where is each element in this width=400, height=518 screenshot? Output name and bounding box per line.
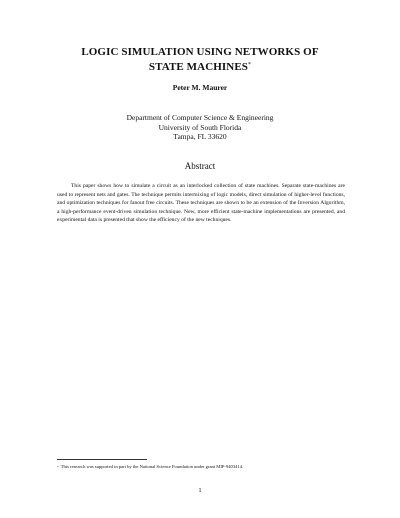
affiliation-location: Tampa, FL 33620: [173, 132, 227, 141]
page-number: 1: [198, 487, 202, 494]
affiliation-department: Department of Computer Science & Engineering: [126, 113, 274, 122]
author-name: Peter M. Maurer: [172, 83, 228, 92]
title-line-2-text: STATE MACHINES: [148, 61, 248, 73]
footnote: [57, 464, 347, 470]
footnote-divider: [57, 459, 147, 460]
title-line-1: LOGIC SIMULATION USING NETWORKS OF: [81, 46, 319, 58]
abstract-heading: Abstract: [184, 161, 216, 171]
abstract-text: This paper shows how to simulate a circuit as an interlocked collection of state machines. Separate state-machines are used to represent nets and gates. The technique permits intermixing of logic models, direct simulation of higher-level functions, and optimization techniques for fanout free circuits. These techniques are shown to be an extension of the Inversion Algorithm, a high-performance event-driven simulation technique. New, more efficient state-machine implementations are presented, and experimental data is presented that show the efficiency of the new techniques.: [57, 183, 345, 223]
footnote-marker: *: [57, 465, 59, 469]
affiliation-university: University of South Florida: [158, 122, 242, 132]
footnote-text: This research was supported in part by the National Science Foundation under grant MIP-9403414.: [60, 464, 244, 469]
affiliation-block: [40, 113, 360, 142]
title-footnote-marker: *: [248, 62, 252, 68]
paper-title: [40, 45, 360, 75]
title-line-2: [40, 60, 360, 75]
